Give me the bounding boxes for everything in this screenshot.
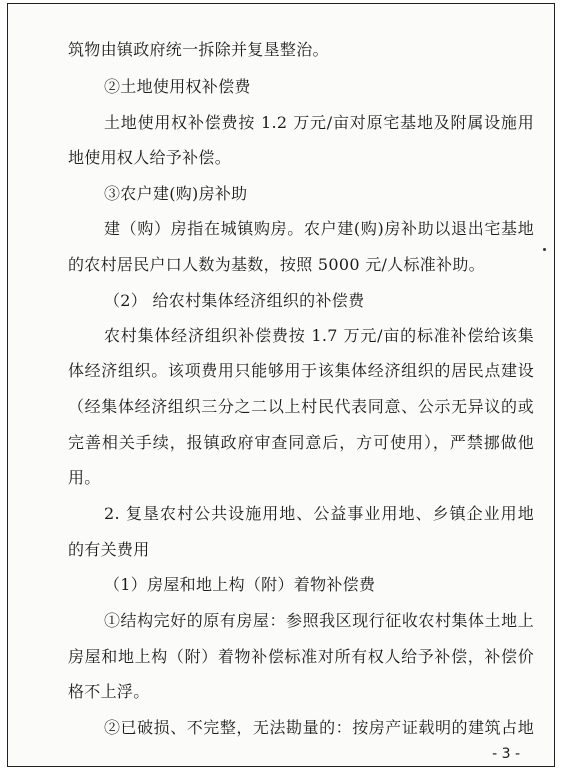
text-line: ①结构完好的原有房屋：参照我区现行征收农村集体土地上 [104,611,534,630]
text-line: ②土地使用权补偿费 [104,77,251,96]
scan-speck [543,248,546,251]
text-line: 的有关费用 [68,540,150,559]
text-line: 2. 复垦农村公共设施用地、公益事业用地、乡镇企业用地 [104,504,534,523]
text-line: 完善相关手续，报镇政府审查同意后，方可使用），严禁挪做他 [68,433,534,452]
text-line: 地使用权人给予补偿。 [68,148,232,167]
document-page [7,3,555,767]
text-line: 筑物由镇政府统一拆除并复垦整治。 [68,40,329,59]
text-line: 的农村居民户口人数为基数，按照 5000 元/人标准补助。 [68,255,485,274]
text-line: 土地使用权补偿费按 1.2 万元/亩对原宅基地及附属设施用 [104,113,534,132]
text-line: ②已破损、不完整，无法勘量的：按房产证载明的建筑占地 [104,718,534,737]
text-line: 体经济组织。该项费用只能够用于该集体经济组织的居民点建设 [68,361,534,380]
text-line: ③农户建(购)房补助 [104,184,248,203]
text-line: 农村集体经济组织补偿费按 1.7 万元/亩的标准补偿给该集 [104,326,534,345]
text-line: （2） 给农村集体经济组织的补偿费 [104,291,365,310]
text-line: （1）房屋和地上构（附）着物补偿费 [104,575,376,594]
text-line: 建（购）房指在城镇购房。农户建(购)房补助以退出宅基地 [104,219,534,238]
text-line: 格不上浮。 [68,682,150,701]
page-number: - 3 - [492,746,520,762]
text-line: 用。 [68,468,101,487]
text-line: （经集体经济组织三分之二以上村民代表同意、公示无异议的或 [68,397,534,416]
text-line: 房屋和地上构（附）着物补偿标准对所有权人给予补偿，补偿价 [68,647,534,666]
